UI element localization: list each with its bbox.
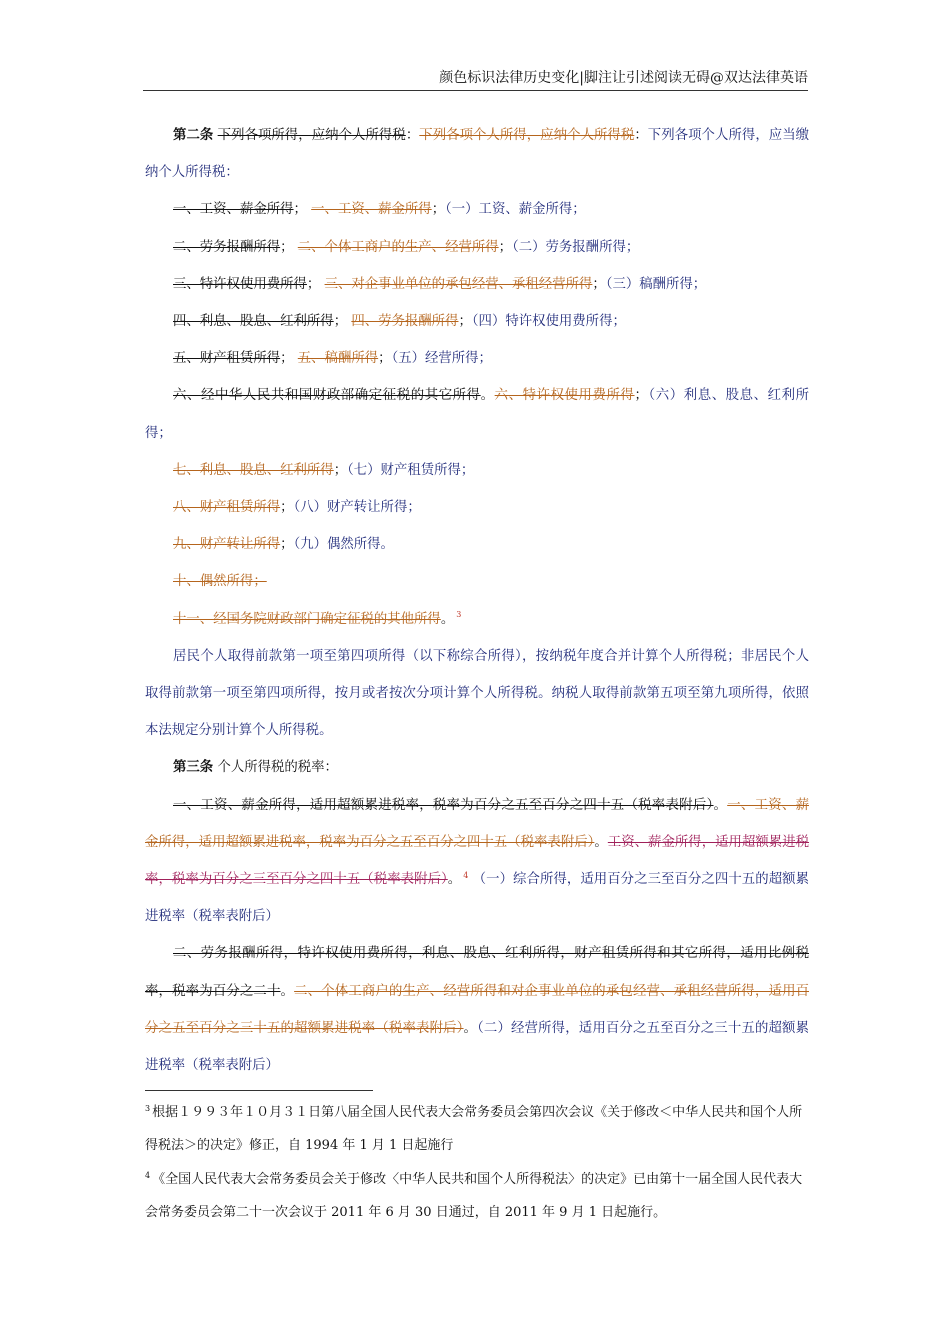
footnote-4 (145, 1164, 809, 1229)
article-2-item-5 (145, 340, 809, 377)
footnote-ref-4[interactable]: 4 (463, 870, 469, 880)
article-2-item-8 (145, 489, 809, 526)
article-2-item-1 (145, 191, 809, 228)
punct: ； (333, 314, 348, 330)
amended-punct: ； (253, 574, 267, 590)
page-header: 颜色标识法律历史变化|脚注让引述阅读无碍@双达法律英语 (143, 66, 808, 91)
article-2-item-4 (145, 303, 809, 340)
current-text: （六）利息、股息、红利所得； (145, 388, 809, 441)
current-text: （二）劳务报酬所得； (512, 239, 640, 255)
current-text: （四）特许权使用费所得； (471, 314, 626, 330)
punct: ； (280, 351, 294, 367)
article-3-item-2 (145, 935, 809, 1084)
current-text: （一）综合所得，适用百分之三至百分之四十五的超额累进税率（税率表附后） (145, 872, 809, 925)
footnote-mark: 3 (145, 1103, 151, 1113)
footnote-ref-3[interactable]: 3 (456, 610, 462, 620)
old-text: 二、劳务报酬所得，特许权使用费所得，利息、股息、红利所得，财产租赁所得和其它所得，适用比例税率，税率为百分之二十 (145, 946, 809, 999)
amended-text: 七、利息、股息、红利所得 (173, 462, 334, 478)
article-2-item-10 (145, 563, 809, 600)
punct: 。 (713, 797, 728, 813)
current-text: 下列各项个人所得，应当缴纳个人所得税： (145, 128, 810, 181)
amended-text-2: 工资、薪金所得，适用超额累进税率，税率为百分之三至百分之四十五（税率表附后） (145, 834, 810, 888)
article-label: 第三条 (173, 759, 214, 776)
punct: ； (280, 500, 294, 516)
old-text: 二、劳务报酬所得 (173, 239, 281, 255)
article-2-item-11 (145, 601, 809, 638)
punct: ； (458, 314, 472, 330)
article-label: 第二条 (173, 127, 214, 143)
punct: ； (431, 202, 446, 218)
punct: ； (306, 276, 321, 292)
footnote-3 (145, 1097, 809, 1162)
punct: ； (280, 537, 294, 553)
footnote-divider (145, 1090, 373, 1091)
punct: 。 (447, 872, 462, 888)
amended-text: 六、特许权使用费所得 (494, 388, 635, 404)
old-text: 一、工资、薪金所得 (173, 202, 294, 218)
article-3-heading (145, 749, 809, 786)
punct: ； (293, 202, 307, 218)
old-text: 下列各项所得，应纳个人所得税 (217, 128, 406, 143)
current-text: （八）财产转让所得； (293, 500, 421, 516)
punct: ； (498, 239, 513, 255)
current-text: （五）经营所得； (391, 351, 492, 367)
footnote-text: 《全国人民代表大会常务委员会关于修改〈中华人民共和国个人所得税法〉的决定》已由第十一届全国人民代表大会常务委员会第二十一次会议于 2011 年 6 月 30 日通过，自 2011 年 9 月 1 日起施行。 (145, 1172, 803, 1220)
punct: 。 (463, 1020, 478, 1036)
article-2-item-9 (145, 526, 809, 563)
punct: ； (634, 388, 648, 404)
article-3-item-1 (145, 787, 809, 936)
article-2-item-2 (145, 229, 809, 266)
amended-text: 十一、经国务院财政部门确定征税的其他所得 (173, 611, 441, 627)
footnotes (145, 1097, 809, 1231)
punct: 。 (280, 983, 295, 999)
article-2-closing: 居民个人取得前款第一项至第四项所得（以下称综合所得），按纳税年度合并计算个人所得税；非居民个人取得前款第一项至第四项所得，按月或者按次分项计算个人所得税。纳税人取得前款第五项至第九项所得，依照本法规定分别计算个人所得税。 (145, 648, 809, 739)
article-2-item-3 (145, 266, 809, 303)
current-text: （三）稿酬所得； (605, 276, 707, 292)
amended-text: 下列各项个人所得，应纳个人所得税 (419, 128, 635, 143)
punct: ： (405, 128, 420, 143)
article-2-item-6 (145, 377, 809, 451)
footnote-text: 根据１９９３年１０月３１日第八届全国人民代表大会常务委员会第四次会议《关于修改＜中华人民共和国个人所得税法＞的决定》修正，自 1994 年 1 月 1 日起施行 (145, 1105, 803, 1153)
current-text: （九）偶然所得。 (293, 537, 394, 553)
punct: ； (333, 462, 348, 478)
amended-text: 五、稿酬所得 (297, 351, 379, 367)
punct: ： (634, 128, 648, 143)
article-2-item-7 (145, 452, 809, 489)
old-text: 六、经中华人民共和国财政部确定征税的其它所得 (173, 388, 481, 404)
law-text (145, 117, 809, 1084)
amended-text: 四、劳务报酬所得 (351, 314, 459, 330)
amended-text: 一、工资、薪金所得 (311, 202, 432, 218)
amended-text: 一、工资、薪金所得，适用超额累进税率，税率为百分之五至百分之四十五（税率表附后） (145, 797, 809, 850)
article-3-intro: 个人所得税的税率： (217, 760, 338, 776)
amended-text: 八、财产租赁所得 (173, 500, 281, 516)
amended-text: 九、财产转让所得 (173, 537, 281, 553)
amended-text: 十、偶然所得 (173, 574, 254, 590)
old-text: 五、财产租赁所得 (173, 351, 281, 367)
old-text: 四、利息、股息、红利所得 (173, 314, 334, 330)
article-2-heading (145, 117, 809, 191)
old-text: 三、特许权使用费所得 (173, 276, 307, 292)
footnote-mark: 4 (145, 1170, 151, 1180)
old-text: 一、工资、薪金所得，适用超额累进税率，税率为百分之五至百分之四十五（税率表附后） (173, 797, 714, 813)
current-text: （一）工资、薪金所得； (445, 202, 586, 218)
punct: 。 (480, 388, 495, 404)
amended-text: 三、对企事业单位的承包经营、承租经营所得 (324, 276, 593, 292)
punct: ； (592, 276, 606, 292)
punct: ； (280, 239, 294, 255)
current-text: （二）经营所得，适用百分之五至百分之三十五的超额累进税率（税率表附后） (145, 1020, 809, 1074)
amended-text: 二、个体工商户的生产、经营所得和对企事业单位的承包经营、承租经营所得，适用百分之五至百分之三十五的超额累进税率（税率表附后） (145, 983, 810, 1036)
current-text: （七）财产租赁所得； (347, 462, 475, 478)
punct: ； (378, 351, 392, 367)
punct: 。 (594, 834, 608, 850)
punct: 。 (440, 611, 455, 627)
amended-text: 二、个体工商户的生产、经营所得 (297, 239, 499, 255)
